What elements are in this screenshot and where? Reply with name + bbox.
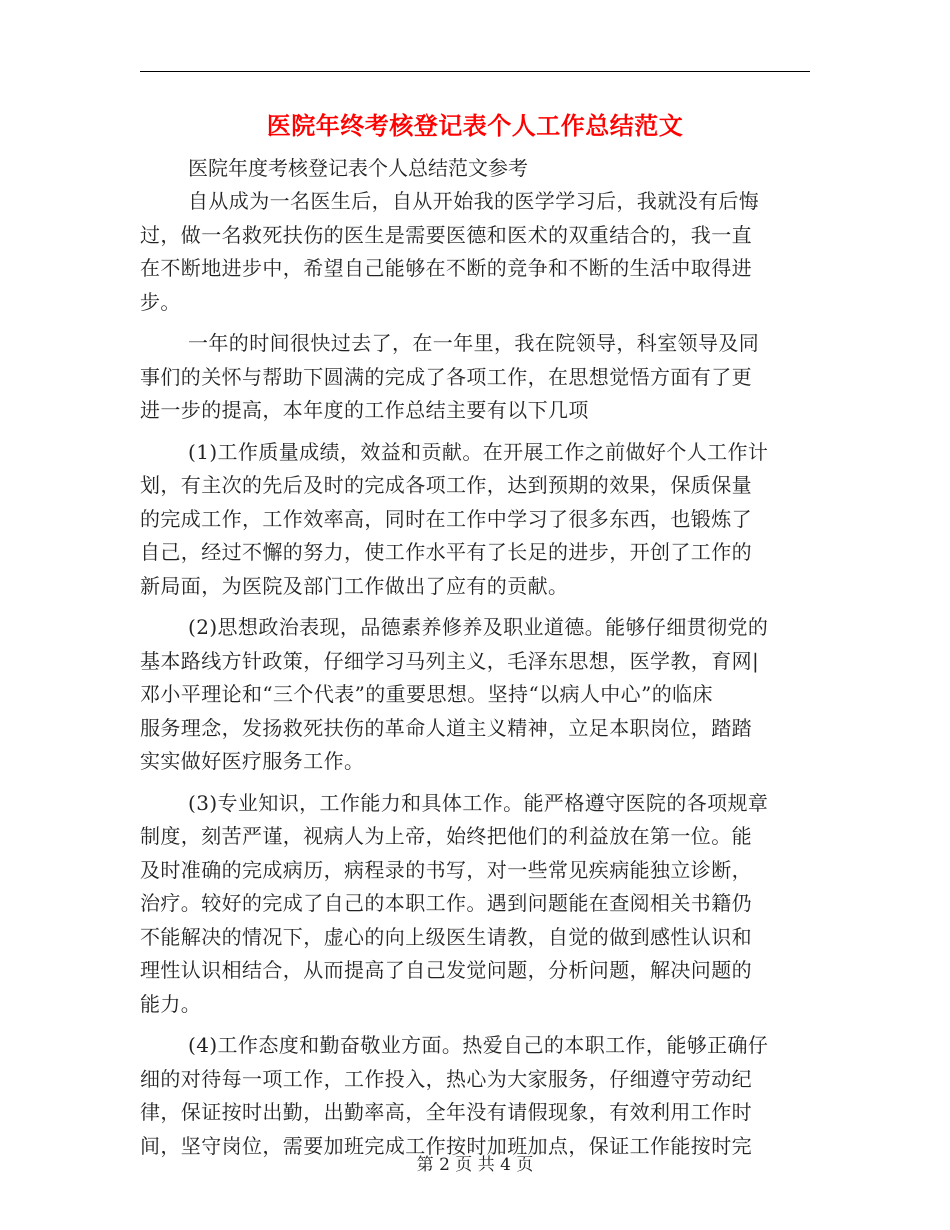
paragraph-line: 的完成工作，工作效率高，同时在工作中学习了很多东西，也锻炼了: [140, 506, 752, 531]
paragraph-line: 自己，经过不懈的努力，使工作水平有了长足的进步，开创了工作的: [140, 540, 752, 564]
paragraph-line: 自从成为一名医生后，自从开始我的医学学习后，我就没有后悔: [188, 189, 760, 213]
paragraph-line: (3)专业知识，工作能力和具体工作。能严格遵守医院的各项规章: [188, 790, 769, 815]
page-footer: 第 2 页 共 4 页: [416, 1155, 534, 1175]
paragraph: [140, 611, 796, 779]
paragraph-line: 新局面，为医院及部门工作做出了应有的贡献。: [140, 573, 569, 598]
paragraph-line: 不能解决的情况下，虚心的向上级医生请教，自觉的做到感性认识和: [140, 924, 752, 949]
paragraph: [140, 1029, 796, 1163]
paragraph-line: 划，有主次的先后及时的完成各项工作，达到预期的效果，保质保量: [140, 473, 752, 497]
paragraph-line: 理性认识相结合，从而提高了自己发觉问题，分析问题，解决问题的: [140, 958, 752, 982]
paragraph-line: 治疗。较好的完成了自己的本职工作。遇到问题能在查阅相关书籍仍: [140, 891, 752, 915]
paragraph-line: 律，保证按时出勤，出勤率高，全年没有请假现象，有效利用工作时: [140, 1100, 752, 1124]
paragraph: [140, 436, 796, 604]
paragraph-line: 步。: [140, 289, 181, 314]
paragraph-line: 邓小平理论和“三个代表”的重要思想。坚持“以病人中心”的临床: [140, 682, 713, 706]
document-title: 医院年终考核登记表个人工作总结范文: [266, 111, 684, 140]
paragraph-line: 服务理念，发扬救死扶伤的革命人道主义精神，立足本职岗位，踏踏: [140, 715, 752, 740]
paragraph-line: 在不断地进步中，希望自己能够在不断的竞争和不断的生活中取得进: [140, 256, 752, 280]
paragraph: [140, 185, 796, 319]
paragraph-line: 进一步的提高，本年度的工作总结主要有以下几项: [140, 398, 589, 422]
paragraph-line: 基本路线方针政策，仔细学习马列主义，毛泽东思想，医学教，育网|: [140, 648, 760, 673]
paragraph: [140, 327, 796, 428]
paragraph-line: 及时准确的完成病历，病程录的书写，对一些常见疾病能独立诊断，: [140, 857, 752, 882]
paragraph-line: 一年的时间很快过去了，在一年里，我在院领导，科室领导及同: [188, 331, 760, 355]
paragraph-line: (1)工作质量成绩，效益和贡献。在开展工作之前做好个人工作计: [188, 439, 769, 464]
paragraph-line: (4)工作态度和勤奋敬业方面。热爱自己的本职工作，能够正确仔: [188, 1033, 769, 1057]
paragraph: [140, 787, 796, 1022]
header-rule: [140, 71, 810, 72]
paragraph-line: (2)思想政治表现，品德素养修养及职业道德。能够仔细贯彻党的: [188, 615, 769, 639]
paragraph-line: 间，坚守岗位，需要加班完成工作按时加班加点，保证工作能按时完: [140, 1133, 752, 1158]
paragraph-line: 细的对待每一项工作，工作投入，热心为大家服务，仔细遵守劳动纪: [140, 1066, 752, 1091]
paragraph-line: 实实做好医疗服务工作。: [140, 749, 365, 773]
document-body: [140, 152, 796, 1163]
paragraph-line: 制度，刻苦严谨，视病人为上帝，始终把他们的利益放在第一位。能: [140, 824, 752, 848]
paragraph-line: 过，做一名救死扶伤的医生是需要医德和医术的双重结合的，我一直: [140, 222, 752, 247]
paragraph-line: 事们的关怀与帮助下圆满的完成了各项工作，在思想觉悟方面有了更: [140, 364, 752, 389]
paragraph-line: 能力。: [140, 991, 202, 1016]
document-subtitle: 医院年度考核登记表个人总结范文参考: [188, 156, 528, 180]
